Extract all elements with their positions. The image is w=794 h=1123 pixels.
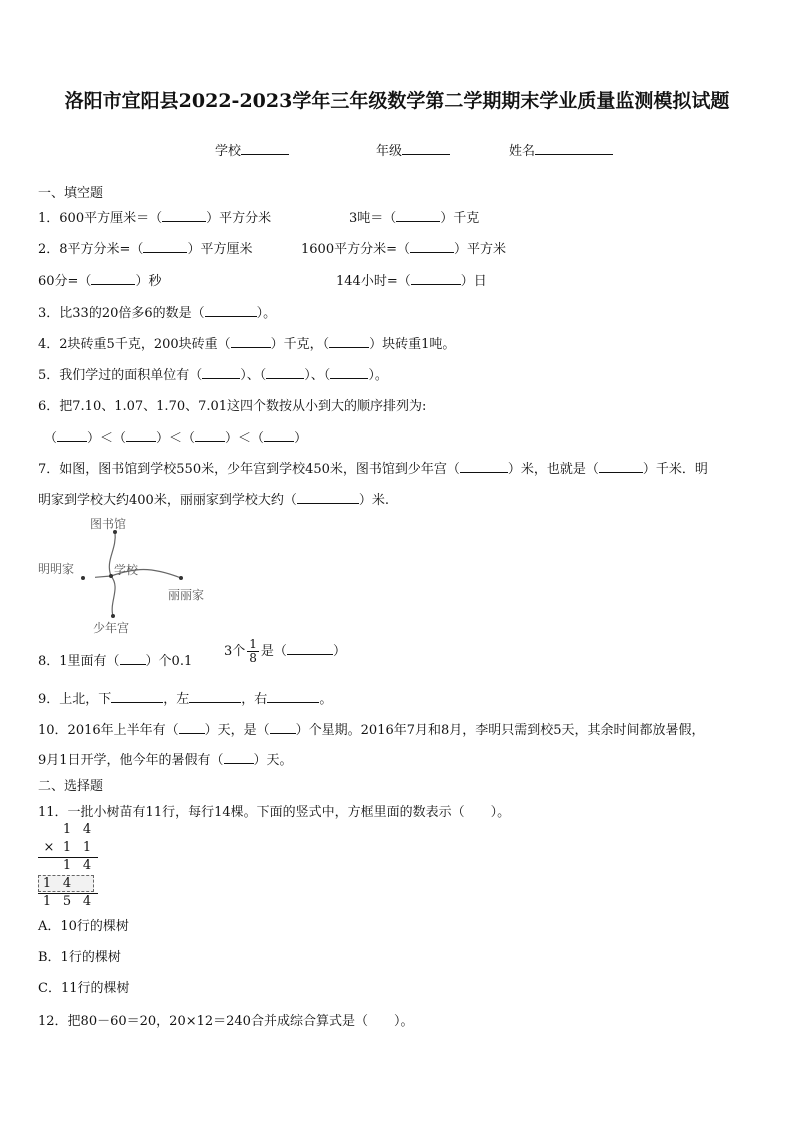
school-label: 学校 xyxy=(114,563,139,577)
digit: 4 xyxy=(82,822,92,837)
question-7a: 7．如图，图书馆到学校550米，少年宫到学校450米，图书馆到少年宫（ ）米，也就是（ ）千米．明 xyxy=(38,462,708,477)
library-label: 图书馆 xyxy=(90,517,127,531)
question-2d: 144小时=（ ）日 xyxy=(336,274,487,289)
youth-label: 少年宫 xyxy=(93,621,130,635)
answer-blank[interactable] xyxy=(189,690,241,703)
digit: 4 xyxy=(82,858,92,873)
times-sign: × xyxy=(43,840,55,855)
answer-blank[interactable] xyxy=(231,335,271,348)
digit: 1 xyxy=(42,876,52,891)
answer-blank[interactable] xyxy=(195,429,225,442)
question-6: 6．把7.10、1.07、1.70、7.01这四个数按从小到大的顺序排列为: xyxy=(38,399,427,414)
question-1b: 3吨＝（ ）千克 xyxy=(349,211,480,226)
mingming-point xyxy=(78,576,88,580)
answer-blank[interactable] xyxy=(205,304,257,317)
grade-field[interactable] xyxy=(376,140,450,159)
question-10b: 9月1日开学，他今年的暑假有（ ）天。 xyxy=(38,753,293,768)
fraction-one-eighth: $\frac{1}{8}$ xyxy=(249,637,257,665)
answer-blank[interactable] xyxy=(267,690,319,703)
path-mingming-school xyxy=(95,576,111,578)
option-b[interactable]: B．1行的棵树 xyxy=(38,950,121,965)
answer-blank[interactable] xyxy=(266,366,304,379)
page-title: 洛阳市宜阳县2022-2023学年三年级数学第二学期期末学业质量监测模拟试题 xyxy=(64,90,730,112)
digit: 1 xyxy=(62,840,72,855)
question-7b: 明家到学校大约400米，丽丽家到学校大约（ ）米. xyxy=(38,493,389,508)
digit: 1 xyxy=(62,858,72,873)
question-1a: 1．600平方厘米＝（ ）平方分米 xyxy=(38,211,272,226)
question-2a: 2．8平方分米=（ ）平方厘米 xyxy=(38,242,253,257)
question-5: 5．我们学过的面积单位有（ ）、（ ）、（ ）。 xyxy=(38,368,388,383)
name-field[interactable] xyxy=(509,140,613,159)
answer-blank[interactable] xyxy=(264,429,294,442)
lili-label: 丽丽家 xyxy=(168,588,205,602)
mingming-label: 明明家 xyxy=(38,562,75,576)
answer-blank[interactable] xyxy=(270,721,296,734)
path-school-youth xyxy=(111,576,115,616)
section-fill-in: 一、填空题 xyxy=(38,186,104,201)
school-field[interactable] xyxy=(215,140,289,159)
answer-blank[interactable] xyxy=(297,491,359,504)
answer-blank[interactable] xyxy=(126,429,156,442)
answer-blank[interactable] xyxy=(57,429,87,442)
question-6-order: （ ）＜（ ）＜（ ）＜（ ） xyxy=(44,431,308,446)
digit: 5 xyxy=(62,894,72,909)
question-12: 12．把80－60＝20，20×12＝240合并成综合算式是（ ）。 xyxy=(38,1014,414,1029)
question-8a: 8．1里面有（ ）个0.1 xyxy=(38,654,193,669)
section-multiple-choice: 二、选择题 xyxy=(38,779,104,794)
digit: 1 xyxy=(82,840,92,855)
answer-blank[interactable] xyxy=(329,335,369,348)
youth-point xyxy=(111,614,115,618)
question-11: 11．一批小树苗有11行，每行14棵。下面的竖式中，方框里面的数表示（ ）。 xyxy=(38,805,511,820)
question-4: 4．2块砖重5千克，200块砖重（ ）千克，（ ）块砖重1吨。 xyxy=(38,337,456,352)
answer-blank[interactable] xyxy=(120,652,146,665)
name-label: 姓名 xyxy=(509,144,536,159)
digit: 1 xyxy=(62,822,72,837)
digit: 1 xyxy=(42,894,52,909)
answer-blank[interactable] xyxy=(91,272,135,285)
option-a[interactable]: A．10行的棵树 xyxy=(38,919,129,934)
question-8b: 3个 $\frac{1}{8}$ 是（ ） xyxy=(224,637,346,665)
school-blank[interactable] xyxy=(241,142,289,155)
route-map-diagram xyxy=(95,528,195,624)
grade-label: 年级 xyxy=(376,144,403,159)
answer-blank[interactable] xyxy=(143,240,187,253)
answer-blank[interactable] xyxy=(287,642,333,655)
name-blank[interactable] xyxy=(535,142,613,155)
answer-blank[interactable] xyxy=(162,209,206,222)
question-2b: 1600平方分米=（ ）平方米 xyxy=(301,242,506,257)
question-2c: 60分=（ ）秒 xyxy=(38,274,162,289)
answer-blank[interactable] xyxy=(411,272,461,285)
answer-blank[interactable] xyxy=(111,690,163,703)
question-3: 3．比33的20倍多6的数是（ ）。 xyxy=(38,306,277,321)
answer-blank[interactable] xyxy=(460,460,508,473)
answer-blank[interactable] xyxy=(202,366,240,379)
lili-point xyxy=(179,576,183,580)
answer-blank[interactable] xyxy=(599,460,643,473)
answer-blank[interactable] xyxy=(224,751,254,764)
school-label: 学校 xyxy=(215,144,242,159)
answer-blank[interactable] xyxy=(330,366,368,379)
answer-blank[interactable] xyxy=(396,209,440,222)
grade-blank[interactable] xyxy=(402,142,450,155)
school-point xyxy=(109,574,113,578)
digit: 4 xyxy=(82,894,92,909)
option-c[interactable]: C．11行的棵树 xyxy=(38,981,130,996)
answer-blank[interactable] xyxy=(179,721,205,734)
question-9: 9．上北，下 ，左 ，右 。 xyxy=(38,692,333,707)
question-10a: 10．2016年上半年有（ ）天，是（ ）个星期。2016年7月和8月，李明只需到校5天，其余时间都放暑假， xyxy=(38,723,705,738)
digit: 4 xyxy=(62,876,72,891)
answer-blank[interactable] xyxy=(410,240,454,253)
